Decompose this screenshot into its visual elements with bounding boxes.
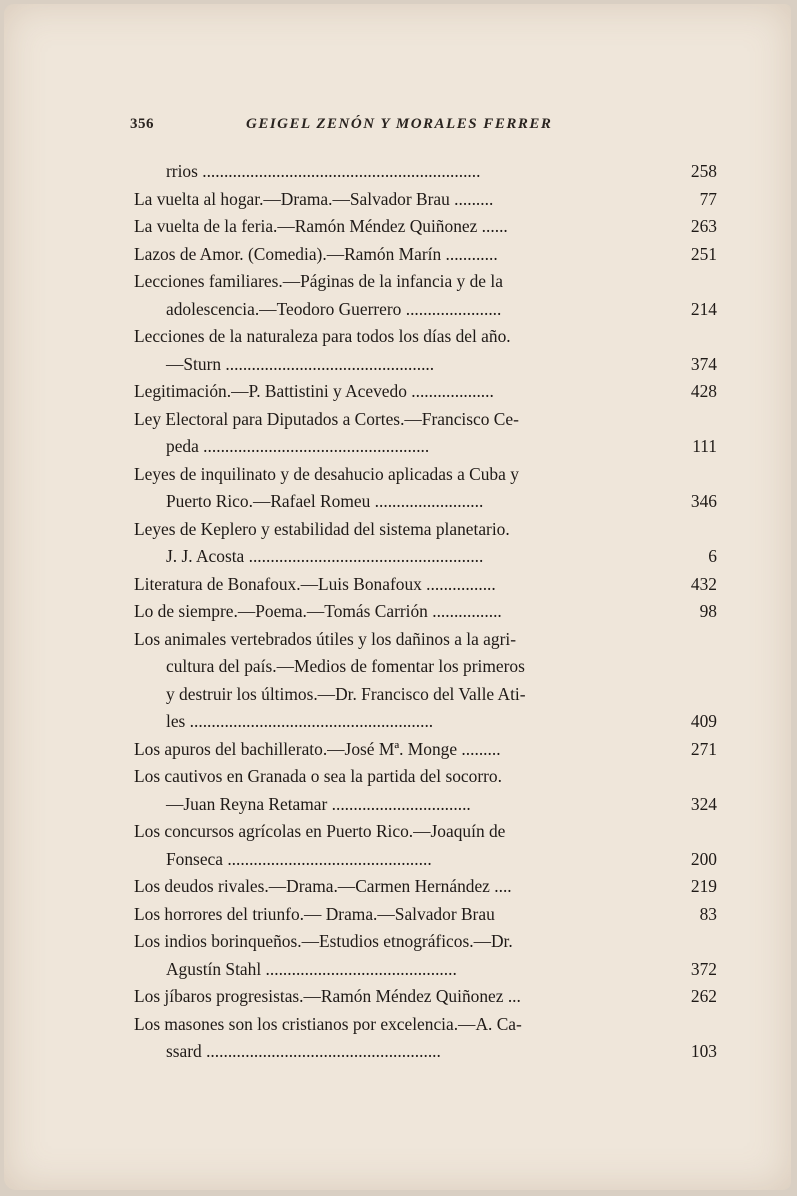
entry-page-number: 428 <box>690 381 717 401</box>
entry-page-number: 374 <box>690 353 717 374</box>
entry-page-number: 111 <box>692 436 717 456</box>
entry-line: —Sturn ................................................ <box>166 353 435 374</box>
index-entry <box>134 983 719 1011</box>
entry-line: Los deudos rivales.—Drama.—Carmen Hernández .... <box>134 876 512 896</box>
index-entry <box>134 763 719 818</box>
entry-page-number: 103 <box>690 1041 717 1061</box>
index-entry <box>134 736 719 764</box>
entry-line: Los apuros del bachillerato.—José Mª. Monge ......... <box>134 738 501 759</box>
entry-line: —Juan Reyna Retamar ................................ <box>166 793 471 814</box>
entry-line: Los indios borinqueños.—Estudios etnográficos.—Dr. <box>134 931 513 951</box>
index-entry <box>134 1011 719 1066</box>
entry-page-number: 262 <box>690 986 717 1006</box>
entry-line: Los horrores del triunfo.— Drama.—Salvador Brau <box>134 903 495 924</box>
index-entry <box>134 928 719 983</box>
entry-page-number: 258 <box>690 161 717 181</box>
index-entry <box>134 378 719 406</box>
entry-line: Lo de siempre.—Poema.—Tomás Carrión ................ <box>134 601 502 621</box>
entry-line: Literatura de Bonafoux.—Luis Bonafoux ................ <box>134 573 496 594</box>
entry-line: adolescencia.—Teodoro Guerrero ...................... <box>166 298 502 319</box>
entry-line: peda .................................................... <box>166 436 430 456</box>
entry-line: Los masones son los cristianos por excelencia.—A. Ca- <box>134 1013 522 1034</box>
entry-page-number: 324 <box>690 793 717 814</box>
entry-page-number: 409 <box>690 711 717 731</box>
entry-line: J. J. Acosta ...................................................... <box>166 546 484 566</box>
index-entry <box>134 241 719 269</box>
index-entry <box>134 158 719 186</box>
entry-line: les ........................................................ <box>166 711 434 731</box>
entry-line: Agustín Stahl ............................................ <box>166 958 457 979</box>
index-entry <box>134 516 719 571</box>
index-entry <box>134 598 719 626</box>
entry-page-number: 200 <box>690 848 717 869</box>
entry-line: Legitimación.—P. Battistini y Acevedo ................... <box>134 381 494 401</box>
entry-page-number: 77 <box>699 188 717 209</box>
entry-page-number: 372 <box>690 958 717 979</box>
entry-page-number: 251 <box>690 243 717 264</box>
entry-line: rrios ................................................................ <box>166 161 481 181</box>
entry-line: ssard ...................................................... <box>166 1041 441 1061</box>
entry-line: La vuelta al hogar.—Drama.—Salvador Brau ......... <box>134 188 494 209</box>
entry-line: Los animales vertebrados útiles y los dañinos a la agri- <box>134 628 517 649</box>
index-entry <box>134 186 719 214</box>
entry-page-number: 432 <box>690 573 717 594</box>
entry-line: Lecciones de la naturaleza para todos los días del año. <box>134 326 511 346</box>
index-entries <box>134 158 719 1066</box>
entry-page-number: 271 <box>690 738 717 759</box>
index-entry <box>134 873 719 901</box>
entry-line: Los jíbaros progresistas.—Ramón Méndez Quiñonez ... <box>134 986 521 1006</box>
entry-line: Ley Electoral para Diputados a Cortes.—Francisco Ce- <box>134 408 519 429</box>
entry-line: Los cautivos en Granada o sea la partida del socorro. <box>134 766 502 786</box>
index-entry <box>134 406 719 461</box>
page-header <box>130 116 600 138</box>
entry-line: Lecciones familiares.—Páginas de la infancia y de la <box>134 271 503 291</box>
index-entry <box>134 323 719 378</box>
entry-page-number: 346 <box>690 491 717 511</box>
entry-line: Leyes de inquilinato y de desahucio aplicadas a Cuba y <box>134 463 519 484</box>
index-entry <box>134 901 719 929</box>
entry-line: cultura del país.—Medios de fomentar los primeros <box>166 656 525 676</box>
entry-page-number: 6 <box>708 546 717 566</box>
index-entry <box>134 571 719 599</box>
entry-line: La vuelta de la feria.—Ramón Méndez Quiñonez ...... <box>134 216 508 236</box>
entry-page-number: 83 <box>699 903 717 924</box>
book-page <box>4 4 791 1190</box>
entry-page-number: 263 <box>690 216 717 236</box>
entry-line: y destruir los últimos.—Dr. Francisco del Valle Ati- <box>166 683 526 704</box>
entry-line: Los concursos agrícolas en Puerto Rico.—Joaquín de <box>134 821 506 841</box>
entry-page-number: 214 <box>690 298 717 319</box>
index-entry <box>134 626 719 736</box>
entry-page-number: 219 <box>690 876 717 896</box>
index-entry <box>134 213 719 241</box>
entry-page-number: 98 <box>699 601 717 621</box>
index-entry <box>134 268 719 323</box>
index-entry <box>134 818 719 873</box>
entry-line: Lazos de Amor. (Comedia).—Ramón Marín ............ <box>134 243 498 264</box>
entry-line: Fonseca ............................................... <box>166 848 432 869</box>
entry-line: Puerto Rico.—Rafael Romeu ......................... <box>166 491 484 511</box>
entry-line: Leyes de Keplero y estabilidad del sistema planetario. <box>134 518 510 539</box>
index-entry <box>134 461 719 516</box>
running-title: GEIGEL ZENÓN Y MORALES FERRER <box>246 116 553 132</box>
page-number: 356 <box>130 116 154 132</box>
